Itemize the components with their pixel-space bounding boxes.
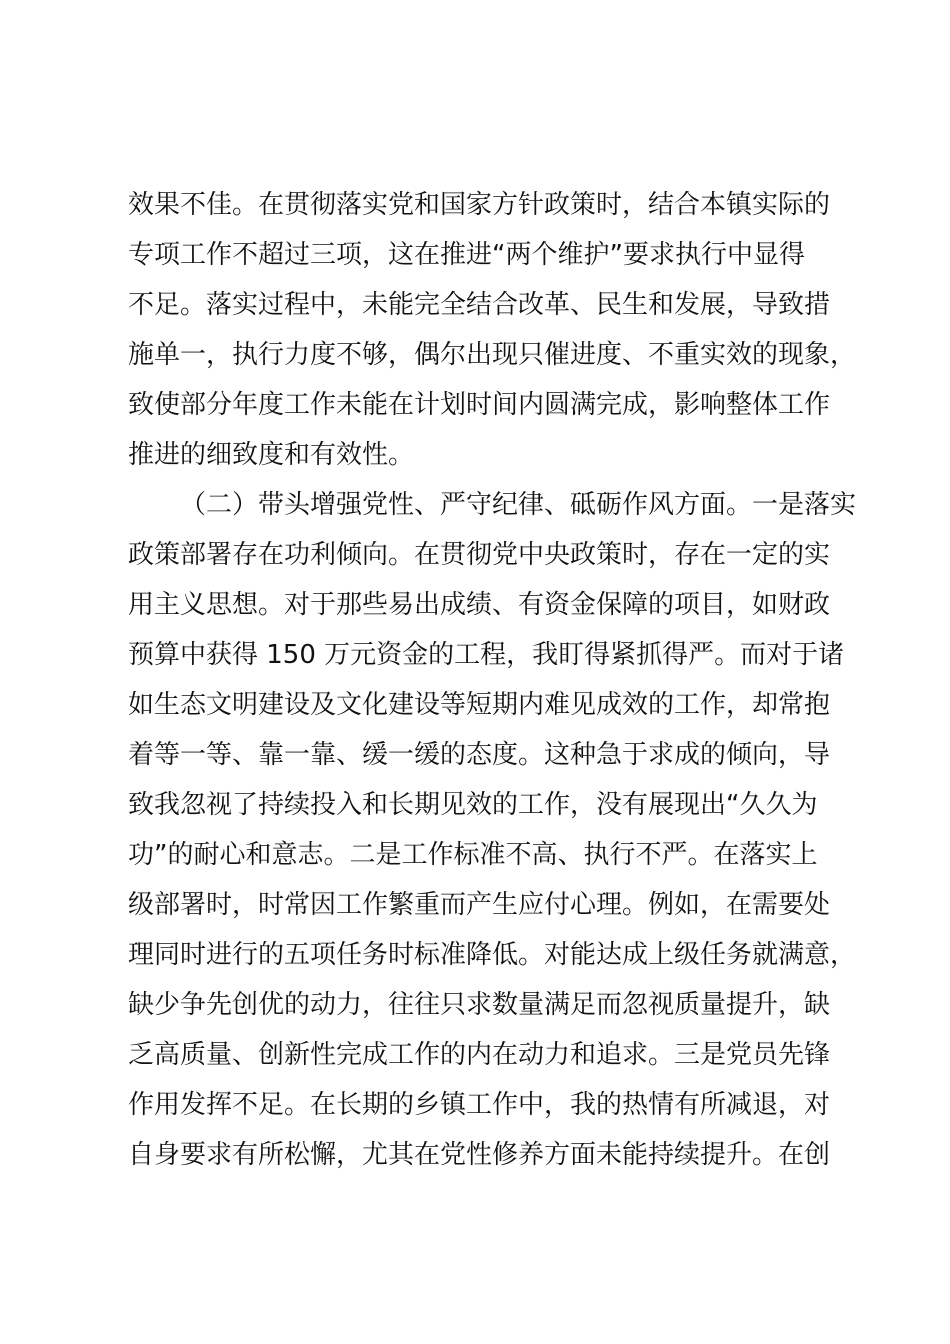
text-line: 专项工作不超过三项，这在推进“两个维护”要求执行中显得 — [128, 240, 805, 270]
text-line: 政策部署存在功利倾向。在贯彻党中央政策时，存在一定的实 — [128, 540, 831, 570]
text-line: 作用发挥不足。在长期的乡镇工作中，我的热情有所减退，对 — [128, 1090, 831, 1120]
text-line: 预算中获得 150 万元资金的工程，我盯得紧抓得严。而对于诸 — [128, 640, 845, 670]
text-line: 致使部分年度工作未能在计划时间内圆满完成，影响整体工作 — [128, 390, 831, 420]
text-line: （二）带头增强党性、严守纪律、砥砺作风方面。一是落实 — [180, 490, 857, 520]
text-line: 用主义思想。对于那些易出成绩、有资金保障的项目，如财政 — [128, 590, 831, 620]
text-line: 自身要求有所松懈，尤其在党性修养方面未能持续提升。在创 — [128, 1140, 831, 1170]
text-line: 推进的细致度和有效性。 — [128, 440, 415, 470]
text-line: 缺少争先创优的动力，往往只求数量满足而忽视质量提升，缺 — [128, 990, 831, 1020]
text-line: 级部署时，时常因工作繁重而产生应付心理。例如，在需要处 — [128, 890, 831, 920]
text-line: 功”的耐心和意志。二是工作标准不高、执行不严。在落实上 — [128, 840, 818, 870]
text-line: 如生态文明建设及文化建设等短期内难见成效的工作，却常抱 — [128, 690, 831, 720]
document-body — [128, 180, 868, 1180]
text-line: 施单一，执行力度不够，偶尔出现只催进度、不重实效的现象， — [128, 340, 857, 370]
text-line: 致我忽视了持续投入和长期见效的工作，没有展现出“久久为 — [128, 790, 818, 820]
text-line: 效果不佳。在贯彻落实党和国家方针政策时，结合本镇实际的 — [128, 190, 831, 220]
text-line: 着等一等、靠一靠、缓一缓的态度。这种急于求成的倾向，导 — [128, 740, 831, 770]
text-line: 乏高质量、创新性完成工作的内在动力和追求。三是党员先锋 — [128, 1040, 831, 1070]
text-line: 理同时进行的五项任务时标准降低。对能达成上级任务就满意， — [128, 940, 857, 970]
text-line: 不足。落实过程中，未能完全结合改革、民生和发展，导致措 — [128, 290, 831, 320]
